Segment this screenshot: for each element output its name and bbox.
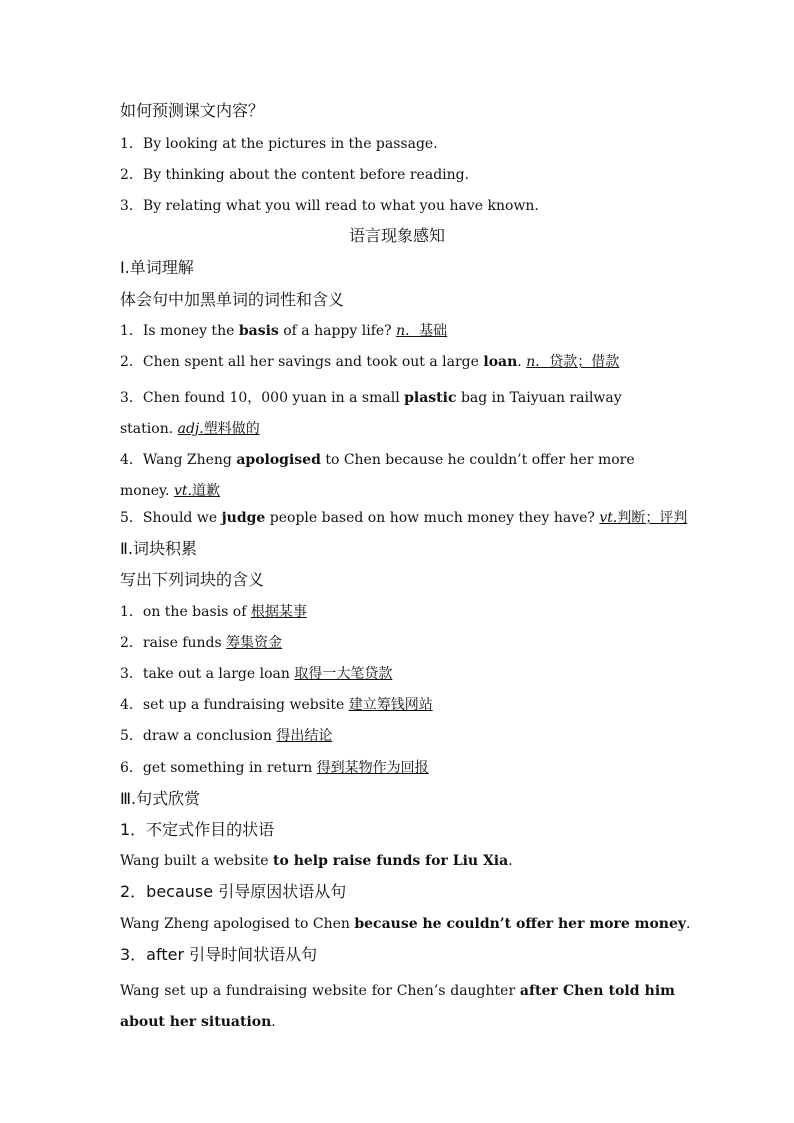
vocab-word: loan [483, 354, 518, 370]
part-of-speech: adj. [177, 421, 204, 437]
example-text: . [508, 853, 513, 869]
vocab-word: apologised [236, 452, 321, 468]
phrase-answer: 建立筹钱网站 [348, 697, 433, 713]
part-of-speech: vt. [173, 483, 192, 499]
vocab-text: 5．Should we [120, 510, 222, 526]
sentence-label: 2．because 引导原因状语从句 [120, 882, 347, 901]
section-title: 语言现象感知 [348, 226, 445, 245]
vocab-item [120, 445, 675, 507]
sentence-example [120, 914, 691, 934]
intro-question: 如何预测课文内容？ [120, 101, 265, 120]
sentence-example [120, 976, 675, 1038]
vocab-text: people based on how much money they have? [265, 510, 600, 526]
vocab-text: bag in Taiyuan railway station. [120, 390, 622, 437]
phrase-item [120, 664, 675, 684]
vocab-text: 1．Is money the [120, 323, 239, 339]
example-text: . [271, 1014, 276, 1030]
part2-heading: Ⅱ.词块积累 [120, 539, 197, 558]
part1-instruction: 体会句中加黑单词的词性和含义 [120, 290, 345, 309]
example-bold: to help raise funds for Liu Xia [273, 853, 509, 869]
phrase-answer: 得到某物作为回报 [316, 760, 429, 776]
example-bold: because he couldn’t offer her more money [354, 916, 686, 932]
vocab-word: plastic [404, 390, 457, 406]
sentence-example [120, 851, 675, 871]
intro-item: 2．By thinking about the content before reading. [120, 167, 470, 183]
part-of-speech: vt. [599, 510, 618, 526]
vocab-text: of a happy life? [278, 323, 397, 339]
part3-heading: Ⅲ.句式欣赏 [120, 789, 201, 808]
vocab-answer: 道歉 [191, 483, 220, 499]
vocab-text: 2．Chen spent all her savings and took out a large [120, 354, 484, 370]
vocab-text: . [517, 354, 527, 370]
vocab-text: 3．Chen found 10，000 yuan in a small [120, 390, 405, 406]
phrase-item [120, 726, 675, 746]
phrase-answer: 得出结论 [276, 728, 333, 744]
part2-instruction: 写出下列词块的含义 [120, 570, 265, 589]
vocab-answer: 塑料做的 [203, 421, 260, 437]
vocab-item [120, 383, 675, 445]
part-of-speech: n [526, 354, 536, 370]
vocab-answer: 判断；评判 [617, 510, 688, 526]
phrase-text: 1．on the basis of [120, 604, 251, 620]
example-text: . [686, 916, 691, 932]
example-text: Wang built a website [120, 853, 274, 869]
vocab-word: judge [221, 510, 266, 526]
sentence-label: 3．after 引导时间状语从句 [120, 945, 318, 964]
vocab-answer: ．贷款；借款 [535, 354, 620, 370]
vocab-item [120, 508, 688, 528]
vocab-text: 4．Wang Zheng [120, 452, 237, 468]
phrase-item [120, 695, 675, 715]
vocab-text: to Chen because he couldn’t offer her more money. [120, 452, 635, 499]
part-of-speech: n [396, 323, 406, 339]
vocab-item [120, 352, 675, 372]
intro-item: 1．By looking at the pictures in the passage. [120, 136, 438, 152]
vocab-word: basis [238, 323, 279, 339]
example-text: Wang set up a fundraising website for Chen’s daughter [120, 983, 520, 999]
intro-item: 3．By relating what you will read to what you have known. [120, 198, 539, 214]
phrase-item [120, 602, 675, 622]
vocab-answer: ．基础 [405, 323, 448, 339]
phrase-text: 2．raise funds [120, 635, 227, 651]
phrase-answer: 根据某事 [250, 604, 307, 620]
phrase-text: 3．take out a large loan [120, 666, 295, 682]
phrase-answer: 取得一大笔贷款 [294, 666, 393, 682]
example-bold: after Chen told him about her situation [120, 983, 675, 1030]
sentence-label: 1．不定式作目的状语 [120, 820, 275, 839]
example-text: Wang Zheng apologised to Chen [120, 916, 355, 932]
phrase-answer: 筹集资金 [226, 635, 283, 651]
phrase-item [120, 758, 675, 778]
vocab-item [120, 321, 675, 341]
phrase-item [120, 633, 675, 653]
phrase-text: 6．get something in return [120, 760, 317, 776]
phrase-text: 4．set up a fundraising website [120, 697, 349, 713]
part1-heading: Ⅰ.单词理解 [120, 258, 194, 277]
phrase-text: 5．draw a conclusion [120, 728, 277, 744]
